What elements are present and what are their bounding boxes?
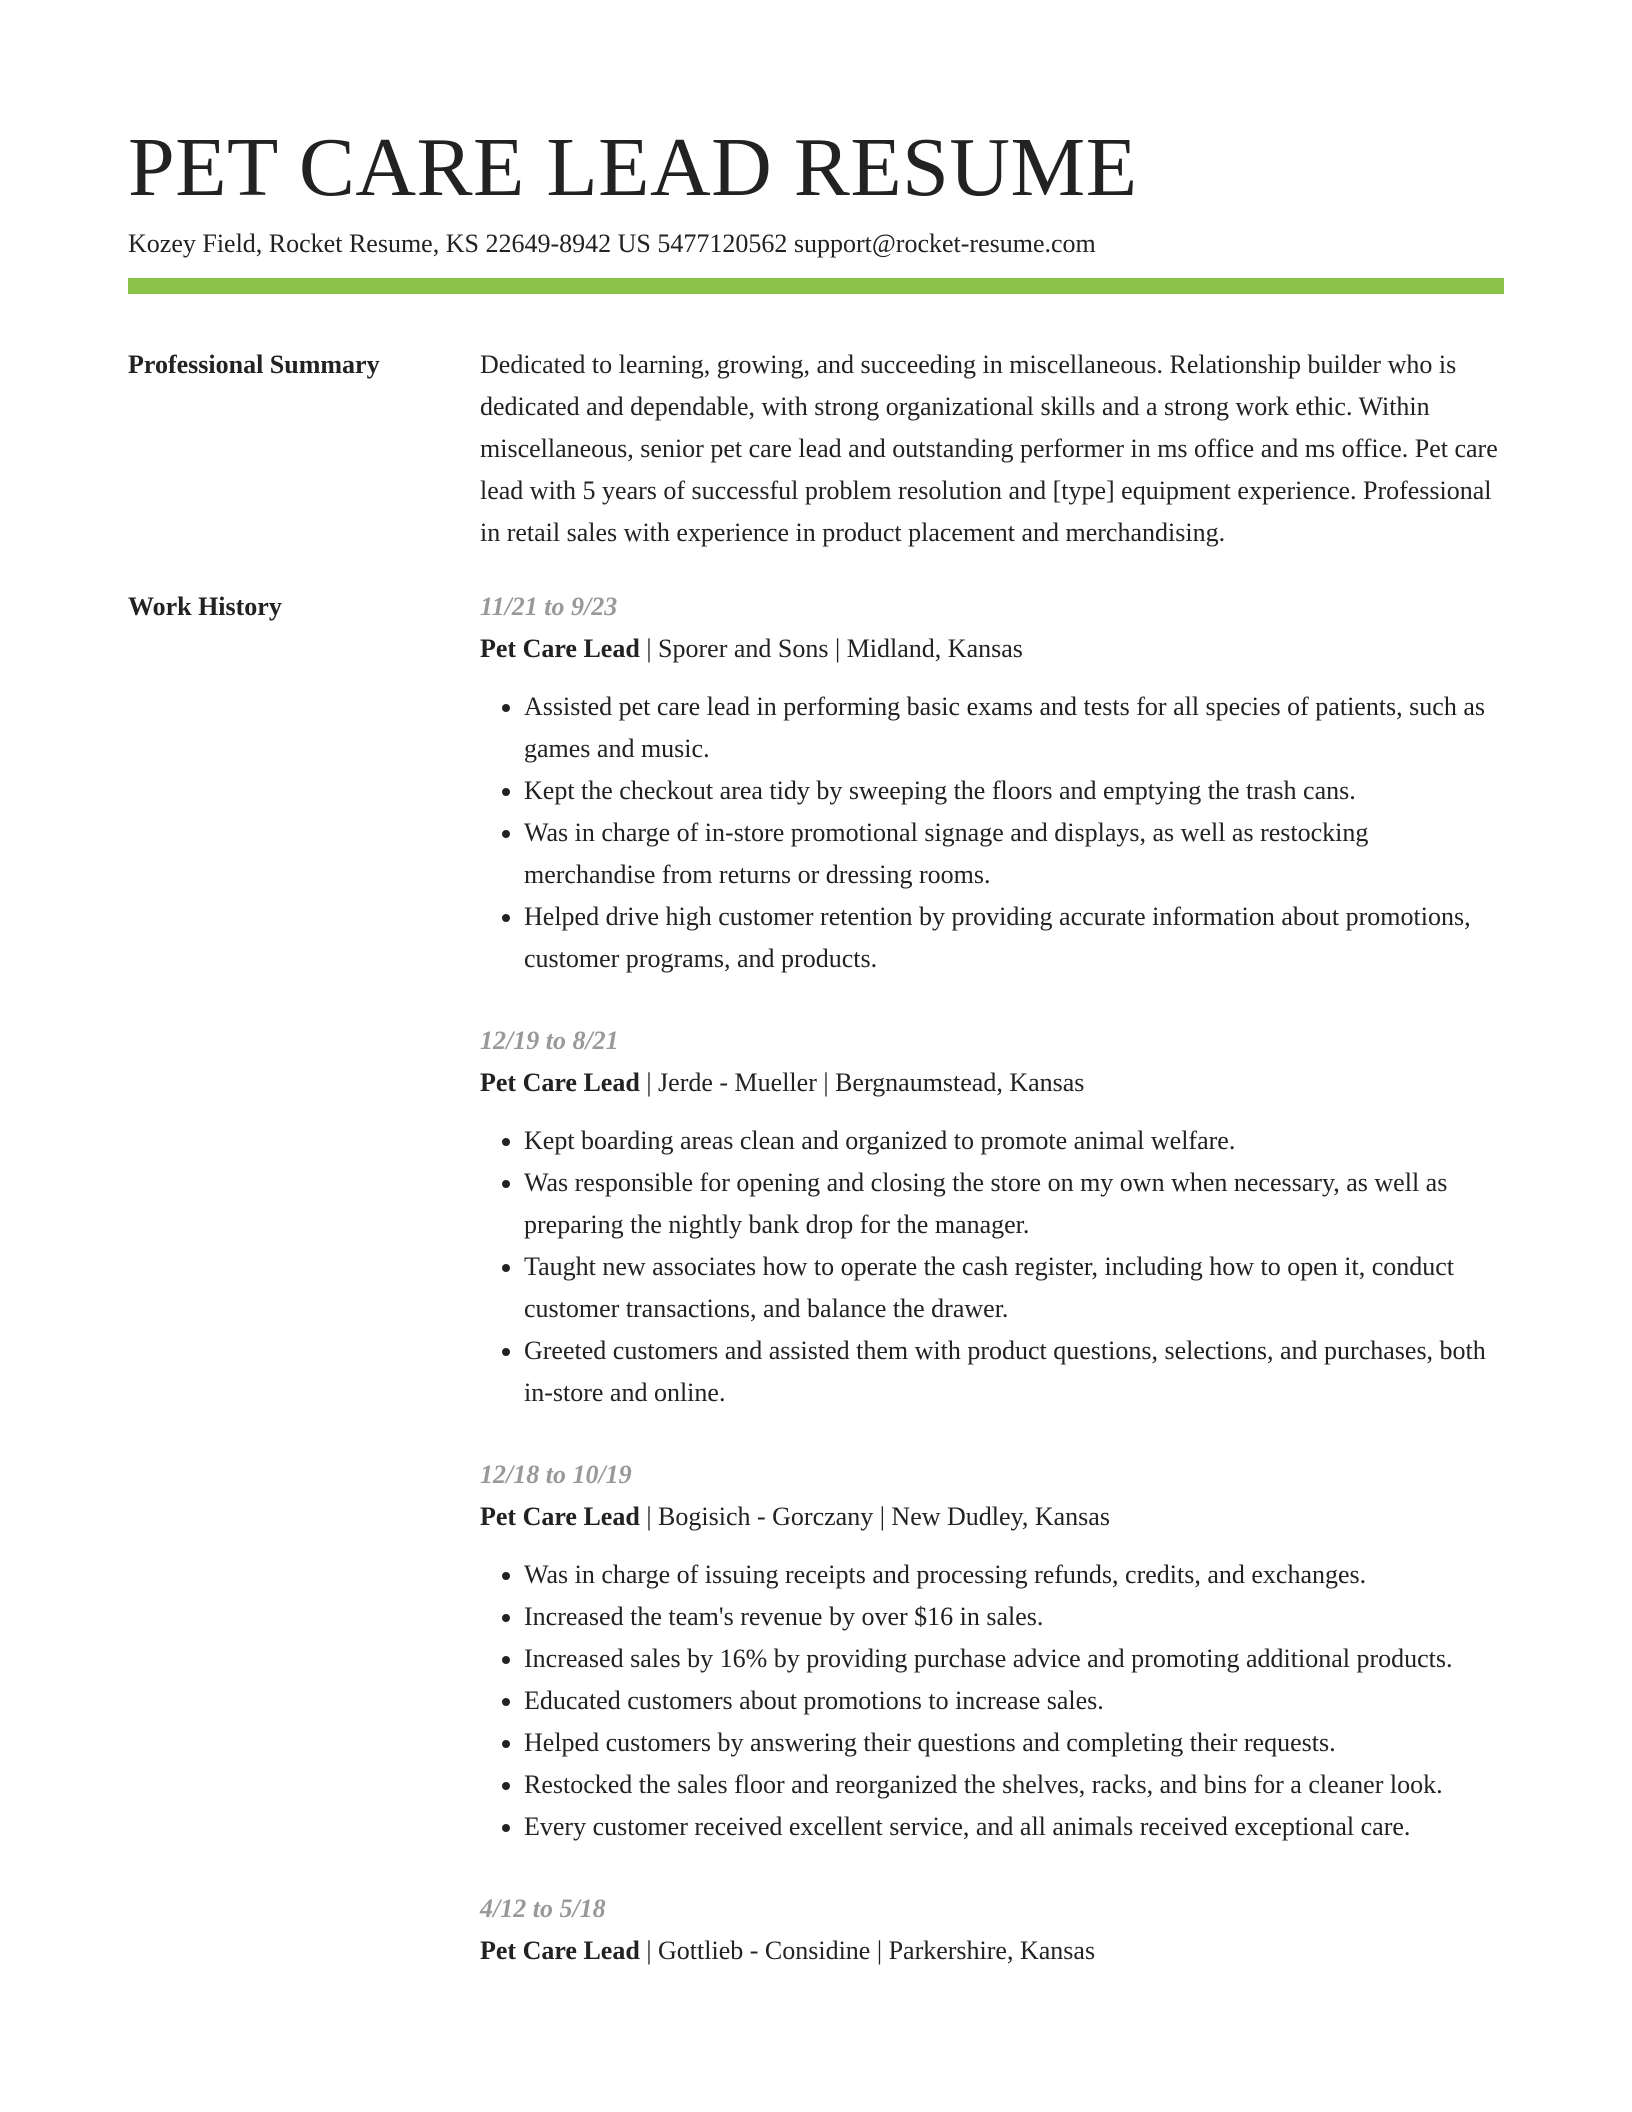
job-separator: | — [639, 1936, 659, 1965]
job-dates: 11/21 to 9/23 — [480, 592, 618, 621]
job-bullet: • Greeted customers and assisted them with product questions, selections, and purchases, both in-store and online. — [524, 1330, 1504, 1414]
summary-body — [480, 344, 1504, 554]
job-separator: | — [870, 1936, 889, 1965]
contact-line: Kozey Field, Rocket Resume, KS 22649-8942 US 5477120562 support@rocket-resume.com — [128, 229, 1096, 258]
summary-label: Professional Summary — [128, 350, 380, 379]
job-bullets — [480, 686, 1504, 980]
job-title: Pet Care Lead — [480, 634, 640, 663]
job-bullet: • Increased sales by 16% by providing purchase advice and promoting additional products. — [524, 1638, 1504, 1680]
resume-page — [128, 118, 1504, 2012]
job-bullet: • Taught new associates how to operate the cash register, including how to open it, conduct customer transactions, and balance the drawer. — [524, 1246, 1504, 1330]
job-separator: | — [873, 1502, 892, 1531]
job-title: Pet Care Lead — [480, 1502, 640, 1531]
job-title: Pet Care Lead — [480, 1068, 640, 1097]
job-title: Pet Care Lead — [480, 1936, 640, 1965]
job-header — [480, 1496, 1504, 1538]
header-divider — [128, 278, 1504, 294]
job-location: Bergnaumstead, Kansas — [835, 1068, 1085, 1097]
job-location: Midland, Kansas — [846, 634, 1023, 663]
job-entry — [480, 1020, 1504, 1414]
job-company: Bogisich - Gorczany — [658, 1502, 874, 1531]
job-bullet: • Assisted pet care lead in performing basic exams and tests for all species of patients, such as games and music. — [524, 686, 1504, 770]
job-company: Sporer and Sons — [658, 634, 829, 663]
job-dates: 12/18 to 10/19 — [480, 1460, 632, 1489]
job-separator: | — [828, 634, 847, 663]
job-entry — [480, 586, 1504, 980]
job-dates: 4/12 to 5/18 — [480, 1894, 606, 1923]
job-location: New Dudley, Kansas — [891, 1502, 1110, 1531]
job-company: Gottlieb - Considine — [658, 1936, 871, 1965]
job-bullet: • Helped customers by answering their questions and completing their requests. — [524, 1722, 1504, 1764]
summary-section — [128, 344, 1504, 554]
job-bullet: • Helped drive high customer retention by providing accurate information about promotions, customer programs, and products. — [524, 896, 1504, 980]
job-bullet: • Educated customers about promotions to increase sales. — [524, 1680, 1504, 1722]
job-separator: | — [816, 1068, 836, 1097]
job-bullets — [480, 1554, 1504, 1848]
work-history-label: Work History — [128, 592, 282, 621]
job-bullet: • Every customer received excellent service, and all animals received exceptional care. — [524, 1806, 1504, 1848]
job-separator: | — [639, 1068, 659, 1097]
job-bullet: • Was in charge of issuing receipts and processing refunds, credits, and exchanges. — [524, 1554, 1504, 1596]
job-separator: | — [639, 634, 659, 663]
work-history-body — [480, 586, 1504, 2012]
job-header — [480, 628, 1504, 670]
job-bullet: • Restocked the sales floor and reorganized the shelves, racks, and bins for a cleaner look. — [524, 1764, 1504, 1806]
job-bullet: • Was in charge of in-store promotional signage and displays, as well as restocking merchandise from returns or dressing rooms. — [524, 812, 1504, 896]
job-company: Jerde - Mueller — [658, 1068, 817, 1097]
job-bullets — [480, 1120, 1504, 1414]
job-bullet: • Kept boarding areas clean and organized to promote animal welfare. — [524, 1120, 1504, 1162]
job-location: Parkershire, Kansas — [888, 1936, 1096, 1965]
job-bullet: • Kept the checkout area tidy by sweeping the floors and emptying the trash cans. — [524, 770, 1504, 812]
job-bullet: • Increased the team's revenue by over $16 in sales. — [524, 1596, 1504, 1638]
job-separator: | — [639, 1502, 659, 1531]
job-dates: 12/19 to 8/21 — [480, 1026, 619, 1055]
job-entry — [480, 1454, 1504, 1848]
job-header — [480, 1062, 1504, 1104]
work-history-section — [128, 586, 1504, 2012]
page-title: PET CARE LEAD RESUME — [128, 121, 1138, 214]
job-header — [480, 1930, 1504, 1972]
summary-text: Dedicated to learning, growing, and succeeding in miscellaneous. Relationship builder who is dedicated and dependable, with strong organizational skills and a strong work ethic. Within miscellaneous, senior pet care lead and outstanding performer in ms office and ms office. Pet care lead with 5 years of successful problem resolution and [type] equipment experience. Professional in retail sales with experience in product placement and merchandising. — [480, 350, 1498, 547]
job-entry — [480, 1888, 1504, 1972]
job-bullet: • Was responsible for opening and closing the store on my own when necessary, as well as preparing the nightly bank drop for the manager. — [524, 1162, 1504, 1246]
